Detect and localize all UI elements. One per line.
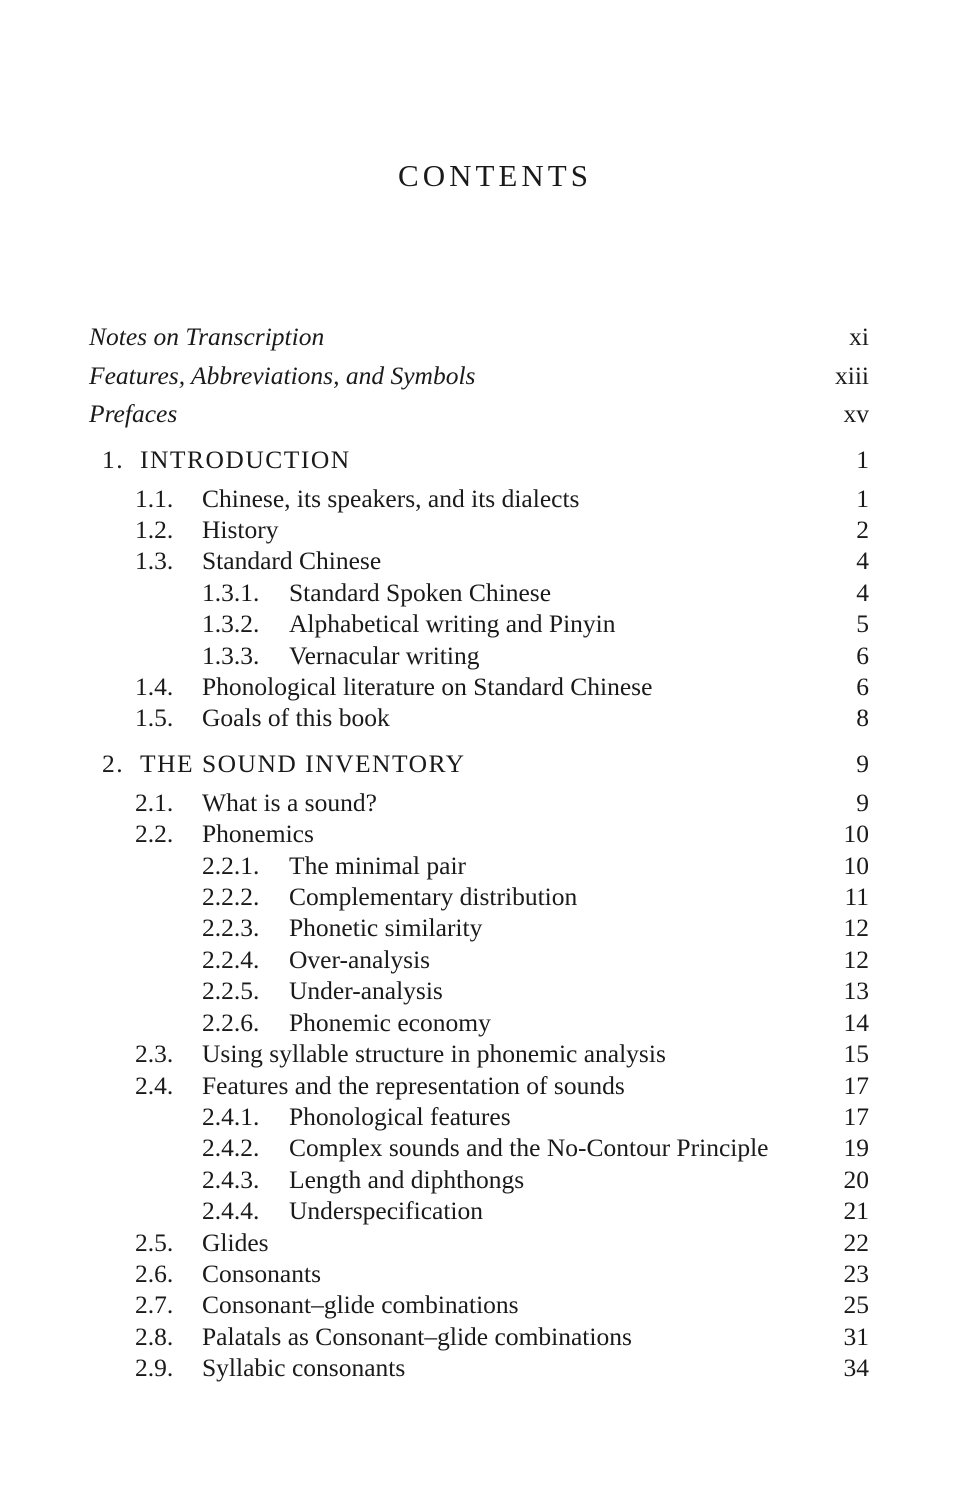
toc-entry[interactable] bbox=[0, 578, 960, 608]
toc-entry-page: 10 bbox=[843, 819, 869, 848]
toc-chapter-page: 1 bbox=[856, 445, 869, 474]
toc-entry[interactable] bbox=[0, 851, 960, 881]
toc-entry-number: 1.3. bbox=[135, 546, 174, 575]
toc-entry-notes-on-transcription[interactable] bbox=[0, 322, 960, 352]
toc-entry-number: 2.4.1. bbox=[202, 1102, 260, 1131]
toc-entry[interactable] bbox=[0, 1290, 960, 1320]
toc-entry[interactable] bbox=[0, 819, 960, 849]
toc-entry-number: 2.2.1. bbox=[202, 851, 260, 880]
toc-entry[interactable] bbox=[0, 1133, 960, 1163]
toc-entry[interactable] bbox=[0, 546, 960, 576]
toc-entry-number: 1.5. bbox=[135, 703, 174, 732]
toc-entry[interactable] bbox=[0, 1008, 960, 1038]
toc-entry-page: 6 bbox=[856, 672, 869, 701]
toc-entry-number: 2.3. bbox=[135, 1039, 174, 1068]
toc-entry-title: Complementary distribution bbox=[289, 882, 578, 911]
toc-entry-number: 1.2. bbox=[135, 515, 174, 544]
toc-entry-number: 2.4.3. bbox=[202, 1165, 260, 1194]
toc-entry-number: 1.1. bbox=[135, 484, 174, 513]
toc-entry-number: 2.4.4. bbox=[202, 1196, 260, 1225]
toc-entry[interactable] bbox=[0, 1322, 960, 1352]
toc-entry-number: 2.2.5. bbox=[202, 976, 260, 1005]
toc-entry-page: 19 bbox=[843, 1133, 869, 1162]
toc-entry-page: 15 bbox=[843, 1039, 869, 1068]
toc-entry-title: Syllabic consonants bbox=[202, 1353, 406, 1382]
toc-entry-title: Phonetic similarity bbox=[289, 913, 483, 942]
toc-entry-page: 14 bbox=[843, 1008, 869, 1037]
toc-entry-title: Under-analysis bbox=[289, 976, 443, 1005]
toc-entry-page: 10 bbox=[843, 851, 869, 880]
toc-entry[interactable] bbox=[0, 788, 960, 818]
toc-entry[interactable] bbox=[0, 976, 960, 1006]
toc-entry[interactable] bbox=[0, 1165, 960, 1195]
toc-entry[interactable] bbox=[0, 609, 960, 639]
toc-entry-number: 2.6. bbox=[135, 1259, 174, 1288]
toc-entry-page: 2 bbox=[856, 515, 869, 544]
toc-entry-number: 1.4. bbox=[135, 672, 174, 701]
toc-entry[interactable] bbox=[0, 641, 960, 671]
toc-entry-prefaces[interactable] bbox=[0, 399, 960, 429]
toc-entry-title: Over-analysis bbox=[289, 945, 431, 974]
toc-entry-title: Phonemics bbox=[202, 819, 314, 848]
toc-entry-title: Complex sounds and the No-Contour Principle bbox=[289, 1133, 769, 1162]
toc-entry-title: Phonological literature on Standard Chinese bbox=[202, 672, 653, 701]
toc-entry-number: 1.3.1. bbox=[202, 578, 260, 607]
toc-entry-page: 12 bbox=[843, 913, 869, 942]
toc-entry-title: Chinese, its speakers, and its dialects bbox=[202, 484, 580, 513]
toc-entry-page: xv bbox=[843, 399, 869, 428]
page-title: CONTENTS bbox=[398, 158, 592, 193]
toc-entry-number: 2.8. bbox=[135, 1322, 174, 1351]
toc-entry-title: The minimal pair bbox=[289, 851, 467, 880]
toc-entry-number: 2.2.4. bbox=[202, 945, 260, 974]
toc-entry-page: 8 bbox=[856, 703, 869, 732]
toc-entry-title: Vernacular writing bbox=[289, 641, 480, 670]
toc-entry-title: Phonemic economy bbox=[289, 1008, 491, 1037]
toc-entry-title: Glides bbox=[202, 1228, 269, 1257]
toc-chapter-title: THE SOUND INVENTORY bbox=[140, 749, 466, 778]
toc-entry[interactable] bbox=[0, 1228, 960, 1258]
toc-entry[interactable] bbox=[0, 1071, 960, 1101]
toc-entry-number: 1.3.2. bbox=[202, 609, 260, 638]
toc-entry-page: 4 bbox=[856, 578, 869, 607]
toc-entry[interactable] bbox=[0, 1259, 960, 1289]
toc-entry-title: Prefaces bbox=[89, 399, 178, 428]
toc-entry-title: History bbox=[202, 515, 279, 544]
toc-entry-title: Phonological features bbox=[289, 1102, 511, 1131]
toc-entry[interactable] bbox=[0, 945, 960, 975]
toc-entry-page: 11 bbox=[844, 882, 869, 911]
toc-entry-title: Palatals as Consonant–glide combinations bbox=[202, 1322, 632, 1351]
toc-entry-page: 4 bbox=[856, 546, 869, 575]
toc-chapter-number: 2. bbox=[102, 749, 125, 778]
toc-entry[interactable] bbox=[0, 882, 960, 912]
toc-entry-title: Consonants bbox=[202, 1259, 322, 1288]
toc-entry[interactable] bbox=[0, 703, 960, 733]
toc-entry-number: 2.4.2. bbox=[202, 1133, 260, 1162]
toc-entry-number: 2.2.2. bbox=[202, 882, 260, 911]
toc-entry-page: xi bbox=[849, 322, 869, 351]
toc-entry-title: Standard Chinese bbox=[202, 546, 382, 575]
toc-entry-page: 9 bbox=[856, 788, 869, 817]
toc-entry-title: Notes on Transcription bbox=[89, 322, 325, 351]
toc-entry[interactable] bbox=[0, 515, 960, 545]
toc-entry-number: 2.2.3. bbox=[202, 913, 260, 942]
toc-entry-title: Features and the representation of sounds bbox=[202, 1071, 625, 1100]
toc-entry-title: Underspecification bbox=[289, 1196, 484, 1225]
toc-entry-title: Alphabetical writing and Pinyin bbox=[289, 609, 616, 638]
toc-entry[interactable] bbox=[0, 1039, 960, 1069]
toc-entry-page: xiii bbox=[834, 361, 869, 390]
toc-entry-page: 1 bbox=[856, 484, 869, 513]
toc-entry-page: 31 bbox=[843, 1322, 869, 1351]
toc-entry-title: Consonant–glide combinations bbox=[202, 1290, 519, 1319]
toc-entry[interactable] bbox=[0, 1196, 960, 1226]
toc-entry-features-abbreviations-symbols[interactable] bbox=[0, 361, 960, 391]
toc-entry-page: 17 bbox=[843, 1071, 869, 1100]
toc-entry-page: 6 bbox=[856, 641, 869, 670]
toc-entry-title: Length and diphthongs bbox=[289, 1165, 525, 1194]
toc-chapter-title: INTRODUCTION bbox=[140, 445, 351, 474]
toc-entry-page: 5 bbox=[856, 609, 869, 638]
toc-entry-page: 25 bbox=[843, 1290, 869, 1319]
toc-entry[interactable] bbox=[0, 672, 960, 702]
toc-entry-title: What is a sound? bbox=[202, 788, 377, 817]
toc-entry-number: 2.4. bbox=[135, 1071, 174, 1100]
toc-entry[interactable] bbox=[0, 913, 960, 943]
toc-entry-title: Using syllable structure in phonemic analysis bbox=[202, 1039, 666, 1068]
toc-entry-page: 13 bbox=[843, 976, 869, 1005]
toc-entry-number: 2.2.6. bbox=[202, 1008, 260, 1037]
toc-entry-page: 22 bbox=[843, 1228, 869, 1257]
toc-chapter-page: 9 bbox=[856, 749, 869, 778]
toc-entry-page: 17 bbox=[843, 1102, 869, 1131]
toc-entry[interactable] bbox=[0, 1353, 960, 1383]
toc-chapter-1[interactable] bbox=[0, 445, 960, 475]
toc-entry-number: 2.2. bbox=[135, 819, 174, 848]
toc-entry-number: 1.3.3. bbox=[202, 641, 260, 670]
toc-entry-number: 2.1. bbox=[135, 788, 174, 817]
toc-entry-page: 34 bbox=[843, 1353, 869, 1382]
toc-entry-title: Standard Spoken Chinese bbox=[289, 578, 552, 607]
toc-entry-number: 2.7. bbox=[135, 1290, 174, 1319]
toc-entry-page: 21 bbox=[843, 1196, 869, 1225]
toc-entry-number: 2.5. bbox=[135, 1228, 174, 1257]
toc-chapter-number: 1. bbox=[102, 445, 125, 474]
toc-entry[interactable] bbox=[0, 484, 960, 514]
toc-entry-page: 20 bbox=[843, 1165, 869, 1194]
toc-chapter-2[interactable] bbox=[0, 749, 960, 779]
toc-entry-page: 12 bbox=[843, 945, 869, 974]
toc-entry-number: 2.9. bbox=[135, 1353, 174, 1382]
toc-entry[interactable] bbox=[0, 1102, 960, 1132]
toc-entry-title: Goals of this book bbox=[202, 703, 390, 732]
toc-entry-title: Features, Abbreviations, and Symbols bbox=[89, 361, 476, 390]
toc-entry-page: 23 bbox=[843, 1259, 869, 1288]
